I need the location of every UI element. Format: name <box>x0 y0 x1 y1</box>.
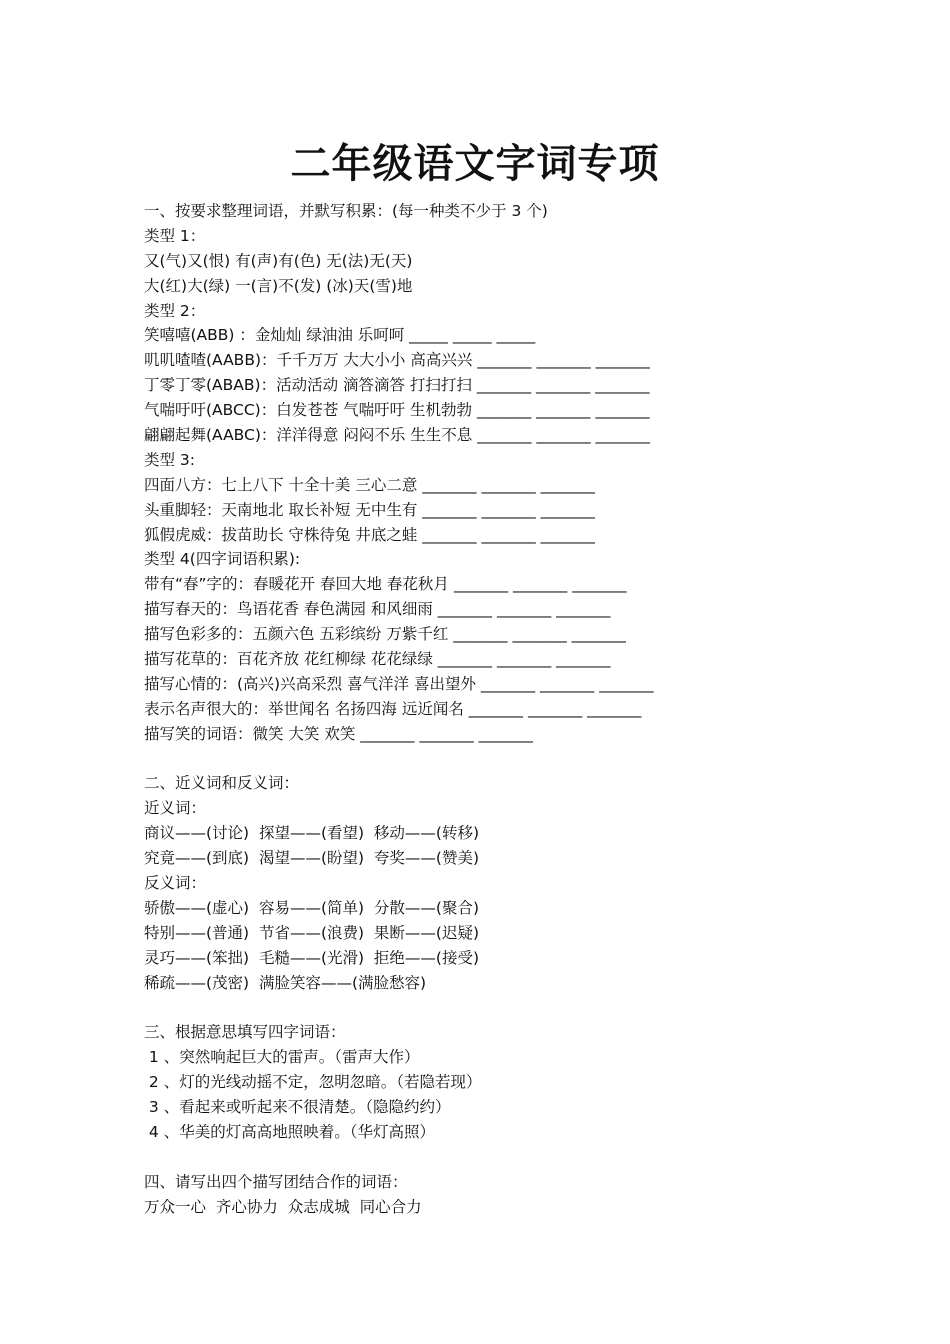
text-line: 类型 1： <box>144 226 206 245</box>
text-line: 描写笑的词语：微笑 大笑 欢笑 _______ _______ _______ <box>144 724 533 743</box>
blank-line <box>144 747 844 772</box>
blank-line <box>144 1145 844 1170</box>
blank-line <box>144 996 844 1021</box>
text-line: 四面八方：七上八下 十全十美 三心二意 _______ _______ _______ <box>144 475 595 494</box>
text-line: 2 、灯的光线动摇不定，忽明忽暗。（若隐若现） <box>144 1073 482 1092</box>
text-line: 3 、看起来或听起来不很清楚。（隐隐约约） <box>144 1098 451 1117</box>
text-line: 万众一心 齐心协力 众志成城 同心合力 <box>144 1197 422 1216</box>
text-line: 又(气)又(恨) 有(声)有(色) 无(法)无(天) <box>144 251 413 270</box>
text-line: 大(红)大(绿) 一(言)不(发) (冰)天(雪)地 <box>144 276 413 295</box>
text-line: 气喘吁吁(ABCC)：白发苍苍 气喘吁吁 生机勃勃 _______ _______ _______ <box>144 401 650 420</box>
text-line: 商议——(讨论) 探望——(看望) 移动——(转移) <box>144 824 479 843</box>
text-line: 翩翩起舞(AABC)：洋洋得意 闷闷不乐 生生不息 _______ _______ _______ <box>144 426 650 445</box>
text-line: 头重脚轻：天南地北 取长补短 无中生有 _______ _______ _______ <box>144 500 595 519</box>
text-line: 1 、突然响起巨大的雷声。（雷声大作） <box>144 1048 420 1067</box>
text-line: 狐假虎威：拔苗助长 守株待兔 井底之蛙 _______ _______ _______ <box>144 525 595 544</box>
text-line: 究竟——(到底) 渴望——(盼望) 夸奖——(赞美) <box>144 849 479 868</box>
text-line: 特别——(普通) 节省——(浪费) 果断——(迟疑) <box>144 923 479 942</box>
text-line: 类型 4(四字词语积累): <box>144 550 301 569</box>
text-line: 4 、华美的灯高高地照映着。（华灯高照） <box>144 1122 435 1141</box>
worksheet-body <box>144 199 844 1220</box>
text-line: 描写春天的：鸟语花香 春色满园 和风细雨 _______ _______ _______ <box>144 600 611 619</box>
text-line: 描写色彩多的：五颜六色 五彩缤纷 万紫千红 _______ _______ _______ <box>144 625 626 644</box>
text-line: 灵巧——(笨拙) 毛糙——(光滑) 拒绝——(接受) <box>144 948 479 967</box>
text-line: 笑嘻嘻(ABB) ：金灿灿 绿油油 乐呵呵 _____ _____ _____ <box>144 326 536 345</box>
text-line: 三、根据意思填写四字词语： <box>144 1023 346 1042</box>
text-line: 反义词： <box>144 874 207 893</box>
text-line: 丁零丁零(ABAB)：活动活动 滴答滴答 打扫打扫 _______ _______ _______ <box>144 376 650 395</box>
text-line: 稀疏——(茂密) 满脸笑容——(满脸愁容) <box>144 973 427 992</box>
text-line: 四、请写出四个描写团结合作的词语： <box>144 1172 408 1191</box>
text-line: 一、按要求整理词语，并默写积累：(每一种类不少于 3 个) <box>144 202 548 220</box>
text-line: 叽叽喳喳(AABB)：千千万万 大大小小 高高兴兴 _______ _______ _______ <box>144 351 650 370</box>
text-line: 表示名声很大的：举世闻名 名扬四海 远近闻名 _______ _______ _______ <box>144 699 642 718</box>
text-line: 骄傲——(虚心) 容易——(简单) 分散——(聚合) <box>144 898 479 917</box>
text-line: 二、近义词和反义词： <box>144 774 300 793</box>
page-title: 二年级语文字词专项 <box>290 141 660 187</box>
text-line: 带有“春”字的：春暖花开 春回大地 春花秋月 _______ _______ _______ <box>144 575 627 594</box>
text-line: 类型 2： <box>144 301 206 320</box>
text-line: 描写心情的：(高兴)兴高采烈 喜气洋洋 喜出望外 _______ _______ _______ <box>144 674 654 693</box>
text-line: 类型 3: <box>144 450 196 469</box>
text-line: 描写花草的：百花齐放 花红柳绿 花花绿绿 _______ _______ _______ <box>144 650 611 669</box>
text-line: 近义词： <box>144 799 207 818</box>
